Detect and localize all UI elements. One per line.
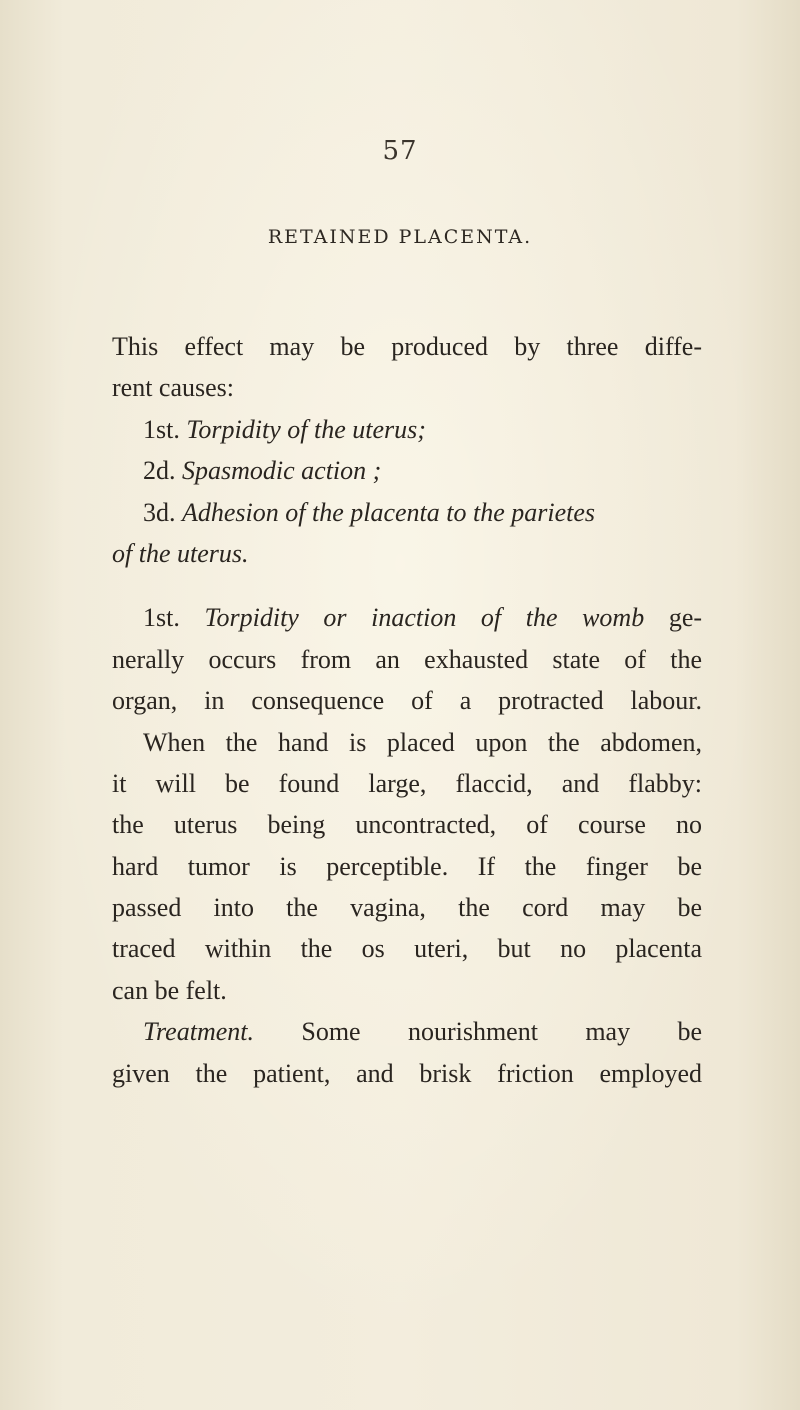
cause-3-text: Adhesion of the placenta to the parietes bbox=[182, 497, 596, 527]
paragraph-gap bbox=[112, 574, 702, 597]
cause-1-text: Torpidity of the uterus; bbox=[186, 414, 426, 444]
page-number: 57 bbox=[382, 136, 418, 166]
section-line-6: hard tumor is perceptible. If the finger be bbox=[112, 851, 702, 881]
section-line-5: the uterus being uncontracted, of course no bbox=[112, 810, 702, 840]
section-line-9: can be felt. bbox=[112, 975, 227, 1005]
cause-2-number: 2d. bbox=[143, 456, 176, 486]
section-first-line bbox=[112, 597, 702, 638]
treatment-label: Treatment. bbox=[143, 1017, 254, 1047]
cause-3-number: 3d. bbox=[143, 497, 176, 527]
section-number: 1st. bbox=[143, 603, 180, 633]
cause-1-number: 1st. bbox=[143, 414, 180, 444]
treatment-line-2: given the patient, and brisk friction employed bbox=[112, 1058, 702, 1088]
cause-3-continuation: of the uterus. bbox=[112, 538, 249, 568]
section-line-3: When the hand is placed upon the abdomen, bbox=[143, 727, 702, 757]
section-line-4: it will be found large, flaccid, and flabby: bbox=[112, 768, 702, 798]
running-head: RETAINED PLACENTA. bbox=[267, 226, 533, 248]
cause-3 bbox=[112, 492, 702, 533]
section-title-tail: ge- bbox=[668, 603, 703, 633]
cause-2-text: Spasmodic action ; bbox=[182, 456, 382, 486]
body-text bbox=[112, 326, 702, 1094]
intro-line-2: rent causes: bbox=[112, 373, 235, 403]
section-line-7: passed into the vagina, the cord may be bbox=[112, 893, 702, 923]
section-line-2: organ, in consequence of a protracted labour. bbox=[112, 686, 702, 716]
intro-line-1: This effect may be produced by three diffe- bbox=[112, 332, 702, 361]
section-line-8: traced within the os uteri, but no placenta bbox=[112, 934, 702, 964]
section-line-1: nerally occurs from an exhausted state of the bbox=[112, 644, 702, 674]
section-title: Torpidity or inaction of the womb bbox=[204, 603, 645, 633]
treatment-line-1-rest: Some nourishment may be bbox=[301, 1017, 702, 1047]
cause-1 bbox=[112, 409, 702, 450]
cause-2 bbox=[112, 450, 702, 491]
treatment-line-1 bbox=[112, 1011, 702, 1052]
